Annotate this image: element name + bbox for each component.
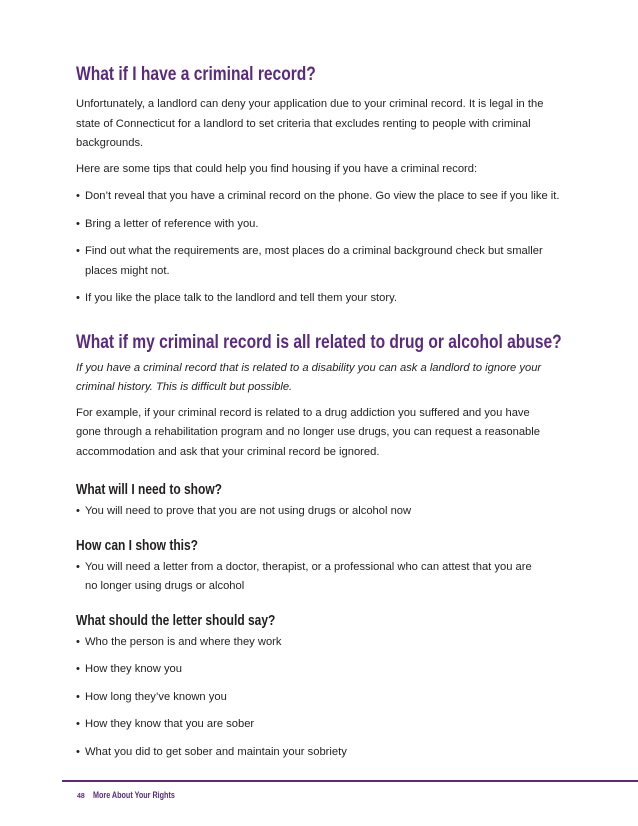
bullet-text: [85, 558, 576, 597]
heading-how-to-show: How can I show this?: [76, 536, 199, 554]
text-line: You will need a letter from a doctor, therapist, or a professional who can attest that you are: [85, 560, 532, 573]
footer-title: More About Your Rights: [92, 790, 175, 800]
bullet-icon: •: [76, 245, 80, 257]
footer-divider: [62, 780, 638, 782]
bullet-icon: •: [76, 292, 80, 304]
text-line: criminal history. This is difficult but possible.: [76, 381, 293, 393]
text-line: places might not.: [85, 264, 170, 277]
page-number: 48: [77, 793, 85, 800]
bullet-text: You will need to prove that you are not using drugs or alcohol now: [85, 505, 412, 517]
list-item: [76, 502, 576, 522]
text-line: Unfortunately, a landlord can deny your application due to your criminal record. It is legal in the: [76, 98, 544, 110]
bullet-text: How long they’ve known you: [85, 690, 227, 703]
text-line: For example, if your criminal record is related to a drug addiction you suffered and you have: [76, 406, 530, 419]
text-line: accommodation and ask that your criminal record be ignored.: [76, 445, 380, 458]
text-line: gone through a rehabilitation program and no longer use drugs, you can request a reasonable: [76, 426, 540, 438]
text-line: Find out what the requirements are, most places do a criminal background check but smaller: [85, 245, 543, 257]
bullet-icon: •: [76, 635, 80, 648]
bullet-text: How they know you: [85, 663, 183, 675]
list-item: [76, 743, 576, 763]
bullet-text: Who the person is and where they work: [85, 635, 282, 648]
bullet-icon: •: [76, 663, 80, 675]
paragraph-tips-intro: Here are some tips that could help you find housing if you have a criminal record:: [76, 162, 478, 175]
text-line: backgrounds.: [76, 137, 144, 149]
bullet-text: Bring a letter of reference with you.: [85, 217, 259, 230]
bullet-icon: •: [76, 718, 80, 730]
heading-letter-contents: What should the letter should say?: [76, 611, 276, 629]
document-page: [76, 60, 576, 762]
bullet-icon: •: [76, 690, 80, 703]
bullet-text: If you like the place talk to the landlord and tell them your story.: [85, 292, 397, 304]
bullet-text: [85, 242, 576, 281]
list-item: [76, 558, 576, 597]
bullet-icon: •: [76, 745, 80, 758]
list-item: [76, 242, 576, 281]
bullet-icon: •: [76, 560, 80, 573]
paragraph-disability: [76, 359, 576, 398]
bullet-text: What you did to get sober and maintain your sobriety: [85, 745, 347, 758]
list-item: [76, 187, 576, 207]
list-item: [76, 660, 576, 680]
bullet-icon: •: [76, 190, 80, 202]
list-item: [76, 215, 576, 235]
page-footer: [77, 790, 195, 800]
list-item: [76, 688, 576, 708]
heading-what-to-show: What will I need to show?: [76, 481, 222, 498]
paragraph-unfortunately: [76, 95, 576, 154]
paragraph-example: [76, 404, 576, 463]
text-line: If you have a criminal record that is related to a disability you can ask a landlord to ignore your: [76, 361, 542, 374]
bullet-text: Don’t reveal that you have a criminal record on the phone. Go view the place to see if you like it.: [85, 190, 560, 202]
heading-criminal-record: What if I have a criminal record?: [76, 64, 316, 85]
bullet-text: How they know that you are sober: [85, 718, 255, 730]
list-item: [76, 715, 576, 735]
bullet-icon: •: [76, 217, 80, 230]
text-line: state of Connecticut for a landlord to set criteria that excludes renting to people with criminal: [76, 117, 531, 130]
list-item: [76, 633, 576, 653]
text-line: no longer using drugs or alcohol: [85, 580, 245, 592]
list-item: [76, 289, 576, 309]
heading-drug-alcohol: What if my criminal record is all related to drug or alcohol abuse?: [76, 331, 562, 353]
bullet-icon: •: [76, 505, 80, 517]
